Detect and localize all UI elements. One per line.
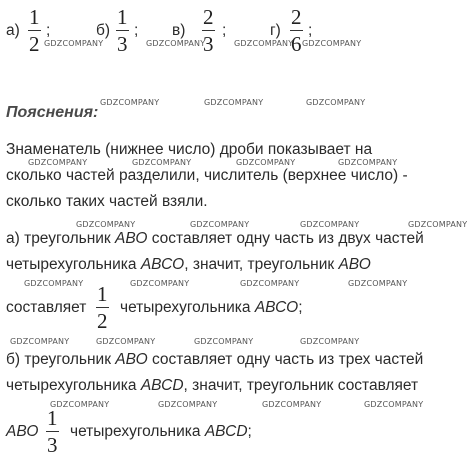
part-a-quad-label: четырехугольника [6,256,141,273]
watermark: GDZCOMPANY [10,337,70,346]
option-d-denominator: 6 [291,32,302,56]
watermark: GDZCOMPANY [302,39,362,48]
option-c-denominator: 3 [203,32,214,56]
part-b-text: составляет одну часть из трех частей [147,351,424,368]
fraction-bar [202,30,215,31]
watermark: GDZCOMPANY [130,279,190,288]
intro-line-1: Знаменатель (нижнее число) дроби показывает на [6,141,373,158]
quadrilateral-name: АВСО [140,256,185,273]
part-b-line-3 [70,423,252,441]
part-b-denominator: 3 [47,433,58,457]
intro-line-3: сколько таких частей взяли. [6,193,208,210]
watermark: GDZCOMPANY [262,400,322,409]
fraction-bar [46,431,59,432]
watermark: GDZCOMPANY [50,400,110,409]
explanation-heading: Пояснения: [6,104,99,121]
quadrilateral-name: АВСО [254,299,299,316]
option-b-fraction [116,6,129,55]
option-b-label: б) [96,22,111,39]
watermark: GDZCOMPANY [96,337,156,346]
watermark: GDZCOMPANY [190,220,250,229]
part-a-end: ; [298,299,303,316]
watermark: GDZCOMPANY [408,220,467,229]
watermark: GDZCOMPANY [234,39,294,48]
option-a-numerator: 1 [29,5,40,29]
part-a-intro: а) треугольник [6,230,116,247]
part-a-fraction [96,283,109,332]
part-b-line-1 [6,351,423,369]
part-a-numerator: 1 [97,282,108,306]
option-a-separator: ; [46,22,51,39]
part-b-end: ; [247,423,252,440]
watermark: GDZCOMPANY [146,39,206,48]
triangle-name: АВО [6,423,39,440]
quadrilateral-name: АВСD [204,423,248,440]
watermark: GDZCOMPANY [300,220,360,229]
watermark: GDZCOMPANY [28,158,88,167]
watermark: GDZCOMPANY [240,279,300,288]
option-b-separator: ; [134,22,139,39]
watermark: GDZCOMPANY [76,220,136,229]
option-c-separator: ; [222,22,227,39]
option-c-label: в) [172,22,186,39]
part-b-intro: б) треугольник [6,351,116,368]
part-a-line-3 [120,299,303,317]
part-b-numerator: 1 [47,406,58,430]
option-d-label: г) [270,22,281,39]
option-a-label: а) [6,22,20,39]
option-b-numerator: 1 [117,5,128,29]
part-a-text: составляет одну часть из двух частей [147,230,424,247]
option-d-numerator: 2 [291,5,302,29]
part-a-denominator: 2 [97,309,108,333]
triangle-name: АВО [115,351,148,368]
option-c-numerator: 2 [203,5,214,29]
watermark: GDZCOMPANY [158,400,218,409]
quadrilateral-name: АВСD [140,377,184,394]
watermark: GDZCOMPANY [300,337,360,346]
watermark: GDZCOMPANY [194,337,254,346]
part-b-conclusion: , значит, треугольник составляет [183,377,419,394]
option-a-fraction [28,6,41,55]
part-b-fraction [46,407,59,456]
part-b-quad-label: четырехугольника [6,377,141,394]
watermark: GDZCOMPANY [44,39,104,48]
part-a-line-2 [6,256,371,274]
triangle-name: АВО [115,230,148,247]
watermark: GDZCOMPANY [204,98,264,107]
option-a-denominator: 2 [29,32,40,56]
watermark: GDZCOMPANY [236,158,296,167]
triangle-name: АВО [338,256,371,273]
part-a-conclusion: , значит, треугольник [184,256,339,273]
intro-line-2: сколько частей разделили, числитель (верхнее число) - [6,167,408,184]
part-b-quad-label: четырехугольника [70,423,205,440]
fraction-bar [116,30,129,31]
watermark: GDZCOMPANY [100,98,160,107]
watermark: GDZCOMPANY [306,98,366,107]
option-b-denominator: 3 [117,32,128,56]
part-a-quad-label: четырехугольника [120,299,255,316]
fraction-bar [290,30,303,31]
watermark: GDZCOMPANY [132,158,192,167]
watermark: GDZCOMPANY [24,279,84,288]
watermark: GDZCOMPANY [364,400,424,409]
part-b-line-2 [6,377,418,395]
part-a-verb: составляет [6,299,87,316]
part-a-line-1 [6,230,424,248]
fraction-bar [28,30,41,31]
fraction-bar [96,307,109,308]
option-d-separator: ; [308,22,313,39]
watermark: GDZCOMPANY [348,279,408,288]
watermark: GDZCOMPANY [338,158,398,167]
